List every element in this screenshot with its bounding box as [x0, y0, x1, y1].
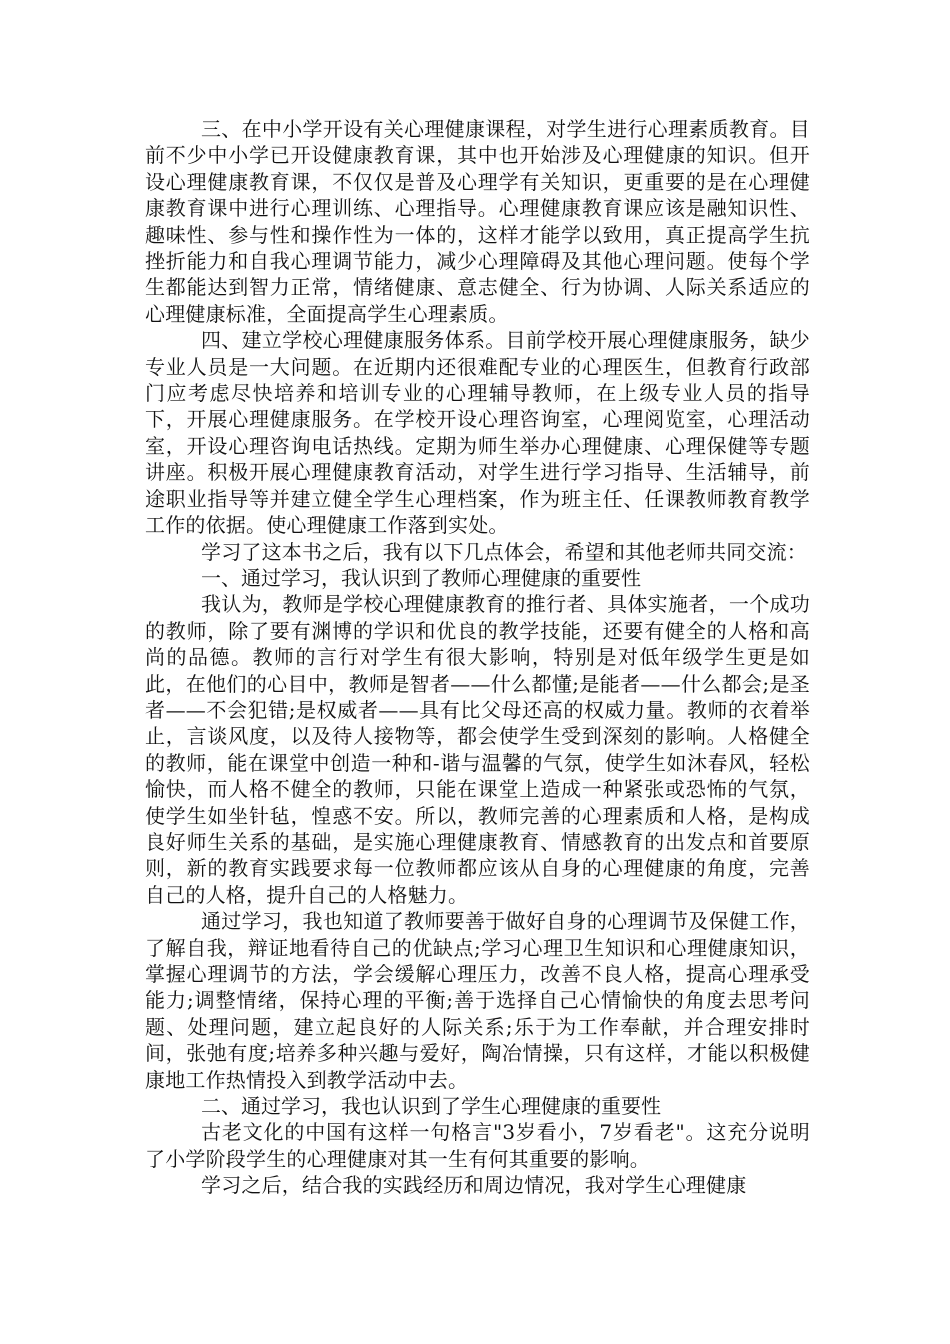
paragraph-proverb: 古老文化的中国有这样一句格言"3岁看小，7岁看老"。这充分说明了小学阶段学生的心理健康对其一生有何其重要的影响。 [145, 1120, 810, 1171]
paragraph-teacher-role: 我认为，教师是学校心理健康教育的推行者、具体实施者，一个成功的教师，除了要有渊博的学识和优良的教学技能，还要有健全的人格和高尚的品德。教师的言行对学生有很大影响，特别是对低年级学生更是如此，在他们的心目中，教师是智者——什么都懂;是能者——什么都会;是圣者——不会犯错;是权威者——具有比父母还高的权威力量。教师的衣着举止，言谈风度，以及待人接物等，都会使学生受到深刻的影响。人格健全的教师，能在课堂中创造一种和-谐与温馨的气氛，使学生如沐春风，轻松愉快，而人格不健全的教师，只能在课堂上造成一种紧张或恐怖的气氛，使学生如坐针毡，惶惑不安。所以，教师完善的心理素质和人格，是构成良好师生关系的基础，是实施心理健康教育、情感教育的出发点和首要原则，新的教育实践要求每一位教师都应该从自身的心理健康的角度，完善自己的人格，提升自己的人格魅力。 [145, 592, 810, 907]
paragraph-after-study: 学习之后，结合我的实践经历和周边情况，我对学生心理健康 [201, 1173, 747, 1198]
paragraph-section-four: 四、建立学校心理健康服务体系。目前学校开展心理健康服务，缺少专业人员是一大问题。在近期内还很难配专业的心理医生，但教育行政部门应考虑尽快培养和培训专业的心理辅导教师，在上级专业人员的指导下，开展心理健康服务。在学校开设心理咨询室，心理阅览室，心理活动室，开设心理咨询电话热线。定期为师生举办心理健康、心理保健等专题讲座。积极开展心理健康教育活动，对学生进行学习指导、生活辅导，前途职业指导等并建立健全学生心理档案，作为班主任、任课教师教育教学工作的依据。使心理健康工作落到实处。 [145, 328, 810, 538]
paragraph-reflection-intro: 学习了这本书之后，我有以下几点体会，希望和其他老师共同交流： [201, 539, 807, 564]
heading-teacher-mental-health: 一、通过学习，我认识到了教师心理健康的重要性 [201, 565, 641, 590]
document-page [145, 116, 810, 1199]
paragraph-self-adjustment: 通过学习，我也知道了教师要善于做好自身的心理调节及保健工作，了解自我，辩证地看待自己的优缺点;学习心理卫生知识和心理健康知识，掌握心理调节的方法，学会缓解心理压力，改善不良人格，提高心理承受能力;调整情绪，保持心理的平衡;善于选择自己心情愉快的角度去思考问题、处理问题，建立起良好的人际关系;乐于为工作奉献，并合理安排时间，张弛有度;培养多种兴趣与爱好，陶冶情操，只有这样，才能以积极健康地工作热情投入到教学活动中去。 [145, 909, 810, 1092]
heading-student-mental-health: 二、通过学习，我也认识到了学生心理健康的重要性 [201, 1094, 661, 1119]
paragraph-section-three: 三、在中小学开设有关心理健康课程，对学生进行心理素质教育。目前不少中小学已开设健康教育课，其中也开始涉及心理健康的知识。但开设心理健康教育课，不仅仅是普及心理学有关知识，更重要的是在心理健康教育课中进行心理训练、心理指导。心理健康教育课应该是融知识性、趣味性、参与性和操作性为一体的，这样才能学以致用，真正提高学生抗挫折能力和自我心理调节能力，减少心理障碍及其他心理问题。使每个学生都能达到智力正常，情绪健康、意志健全、行为协调、人际关系适应的心理健康标准，全面提高学生心理素质。 [145, 117, 810, 326]
